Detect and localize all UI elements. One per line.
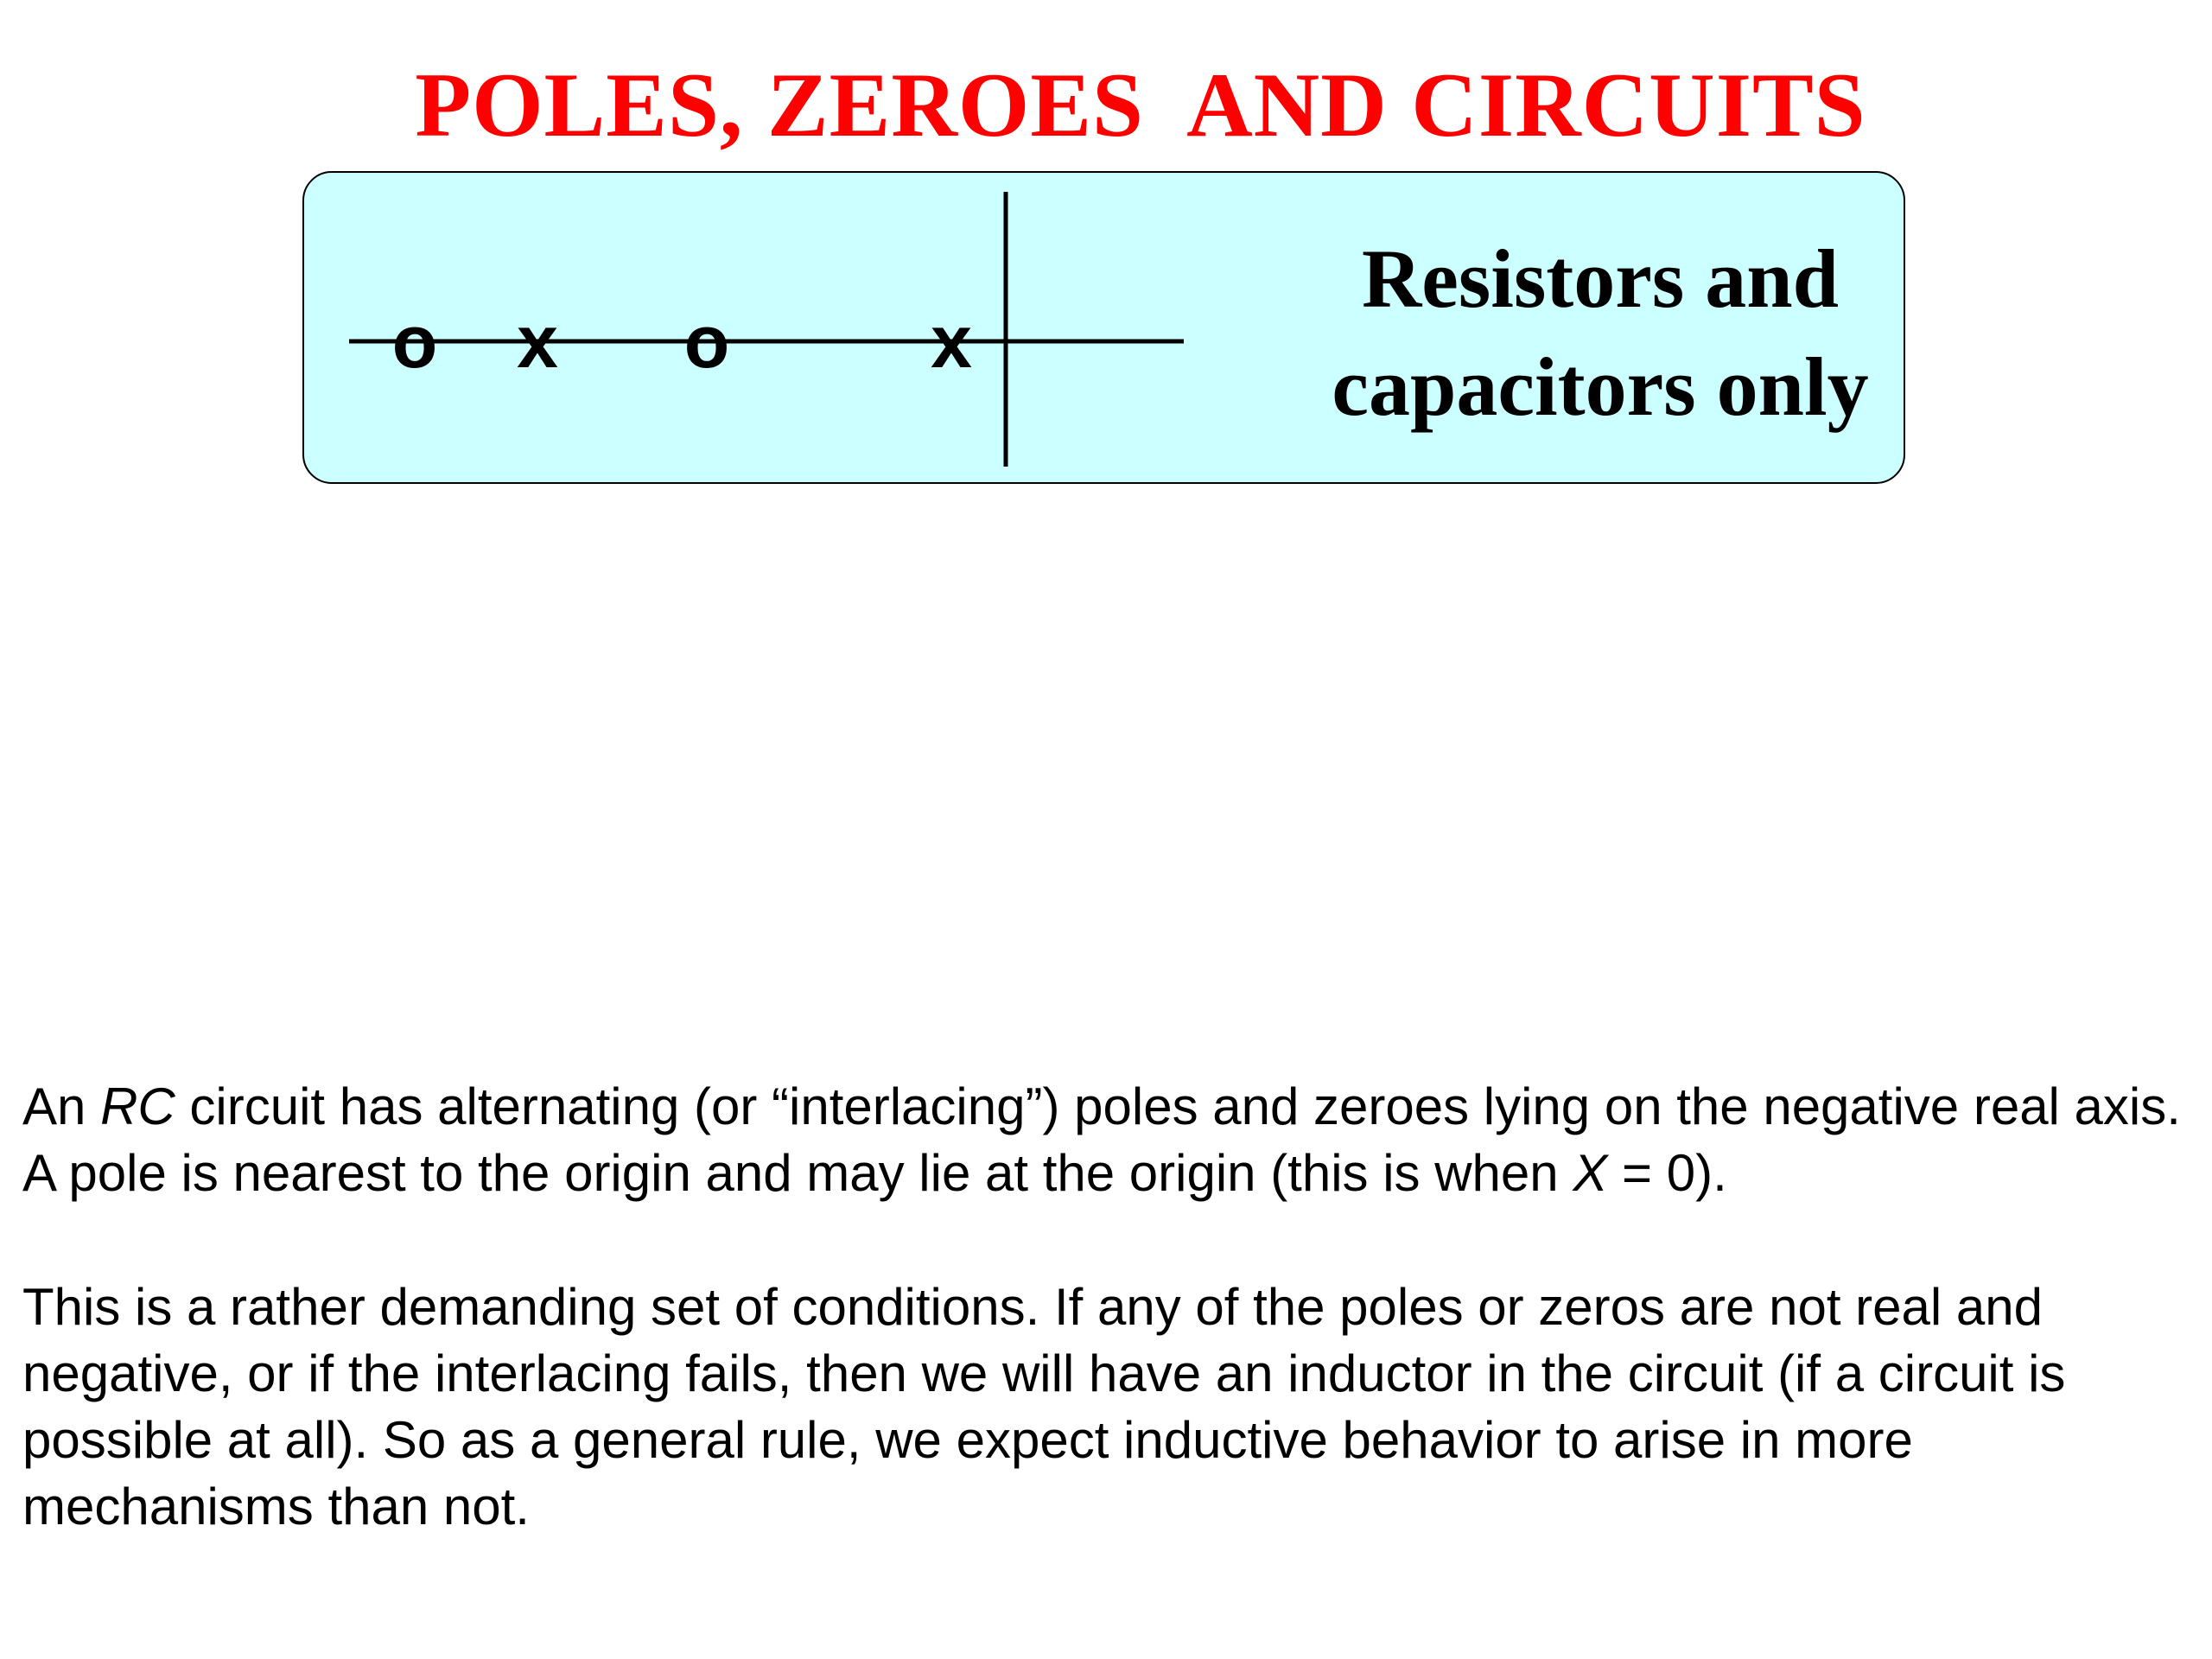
rc-term: RC: [100, 1077, 175, 1135]
zero-marker-2: o: [683, 301, 730, 384]
zero-marker-1: o: [391, 301, 438, 384]
panel-label-line-2: capacitors only: [1332, 340, 1869, 433]
paragraph-conditions: This is a rather demanding set of conditions. If any of the poles or zeros are not real and negative, or if the interlacing fails, then we will have an inductor in the circuit (if a circuit is possible at all). So as a general rule, we expect inductive behavior to arise in more mechanisms than not.: [22, 1278, 2066, 1535]
panel-label: [1246, 225, 1955, 441]
pole-zero-plot: [304, 173, 1255, 486]
pole-zero-panel: [302, 171, 1905, 484]
paragraph-rc-circuit: [22, 1073, 2200, 1206]
paragraph-1-prefix: An: [22, 1077, 101, 1135]
paragraph-1-body: circuit has alternating (or “interlacing”) poles and zeroes lying on the negative real axis. A pole is nearest to the origin and may lie at the origin (this is when: [22, 1077, 2181, 1202]
pole-marker-2: x: [931, 301, 972, 384]
x-variable: X: [1573, 1144, 1608, 1202]
paragraph-1-suffix: = 0).: [1607, 1144, 1727, 1202]
panel-label-line-1: Resistors and: [1361, 232, 1840, 325]
pole-marker-1: x: [517, 301, 558, 384]
slide-title: POLES, ZEROES AND CIRCUITS: [415, 54, 1866, 156]
